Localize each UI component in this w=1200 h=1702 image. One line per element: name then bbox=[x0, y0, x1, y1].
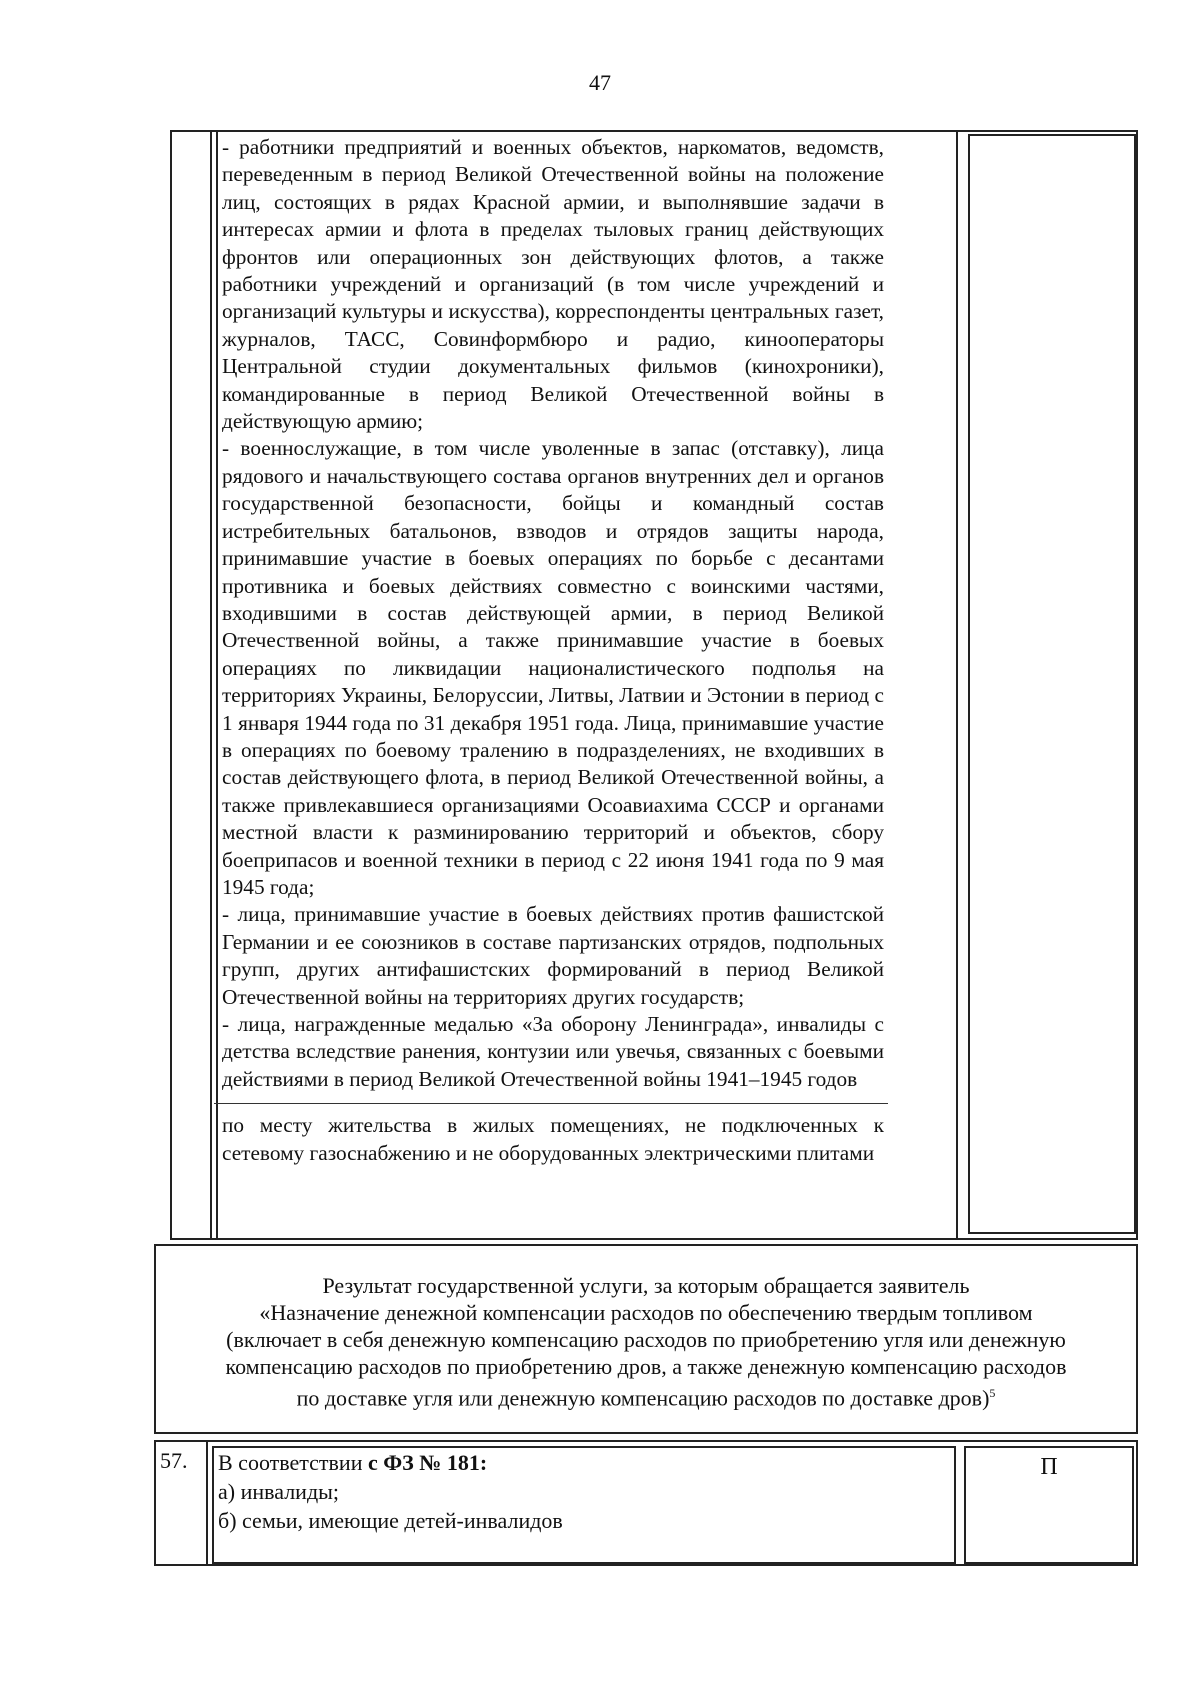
paragraph-servicemen: - военнослужащие, в том числе уволенные в запас (отставку), лица рядового и начальствующего состава органов внутренних дел и органов государственной безопасности, бойцы и командный состав истребительных батальонов, взводов и отрядов защиты народа, принимавшие участие в боевых операциях по борьбе с десантами противника и боевых действиях совместно с воинскими частями, входившими в состав действующей армии, в период Великой Отечественной войны, а также принимавшие участие в боевых операциях по ликвидации националистического подполья на территориях Украины, Белоруссии, Литвы, Латвии и Эстонии в период с 1 января 1944 года по 31 декабря 1951 года. Лица, принимавшие участие в операциях по боевому тралению в подразделениях, не входивших в состав действующего флота, в период Великой Отечественной войны, а также привлекавшиеся организациями Осоавиахима СССР и органами местной власти к разминированию территорий и объектов, сбору боеприпасов и военной техники в период с 22 июня 1941 года по 9 мая 1945 года; bbox=[222, 436, 884, 899]
result-line-2: «Назначение денежной компенсации расходов по обеспечению твердым топливом bbox=[259, 1300, 1033, 1325]
row-57-item-a: а) инвалиды; bbox=[218, 1479, 340, 1504]
result-line-5-text: по доставке угля или денежную компенсацию расходов по доставке дров) bbox=[296, 1385, 990, 1411]
result-line-3: (включает в себя денежную компенсацию расходов по приобретению угля или денежную bbox=[226, 1327, 1066, 1352]
paragraph-leningrad-medal: - лица, награжденные медалью «За оборону Ленинграда», инвалиды с детства вследствие ранения, контузии или увечья, связанных с боевыми действиями в период Великой Отечественной войны 1941–1945 годов bbox=[222, 1012, 884, 1091]
intro-text: В соответствии bbox=[218, 1450, 368, 1475]
eligibility-text bbox=[222, 134, 884, 1167]
row-57-item-b: б) семьи, имеющие детей-инвалидов bbox=[218, 1508, 563, 1533]
law-reference: с ФЗ № 181: bbox=[367, 1450, 488, 1475]
paragraph-partisans: - лица, принимавшие участие в боевых действиях против фашистской Германии и ее союзников в составе партизанских отрядов, подпольных групп, других антифашистских формирований в период Великой Отечественной войны на территориях других государств; bbox=[222, 902, 884, 1009]
row-57-intro bbox=[218, 1448, 563, 1477]
inner-divider bbox=[214, 1103, 888, 1104]
page-number: 47 bbox=[589, 70, 611, 95]
result-line-4: компенсацию расходов по приобретению дров, а также денежную компенсацию расходов bbox=[225, 1354, 1067, 1379]
row-number: 57. bbox=[160, 1448, 188, 1473]
type-column bbox=[968, 134, 1136, 1234]
row-57-content bbox=[218, 1448, 563, 1535]
row-57-type: П bbox=[1040, 1454, 1058, 1480]
footnote-marker: 5 bbox=[989, 1386, 996, 1400]
result-line-1: Результат государственной услуги, за которым обращается заявитель bbox=[322, 1273, 970, 1298]
service-result-text bbox=[154, 1272, 1138, 1411]
number-column bbox=[172, 132, 212, 1238]
row-57-table bbox=[154, 1440, 1138, 1566]
result-line-5 bbox=[154, 1380, 1138, 1411]
paragraph-workers: - работники предприятий и военных объектов, наркоматов, ведомств, переведенным в период Великой Отечественной войны на положение лиц, состоящих в рядах Красной армии, и выполнявшие задачи в интересах армии и флота в пределах тыловых границ действующих фронтов или операционных зон действующих флотов, а также работники учреждений и организаций (в том числе учреждений и организаций культуры и искусства), корреспонденты центральных газет, журналов, ТАСС, Совинформбюро и радио, кинооператоры Центральной студии документальных фильмов (кинохроники), командированные в период Великой Отечественной войны в действующую армию; bbox=[222, 135, 884, 434]
paragraph-residence-condition: по месту жительства в жилых помещениях, не подключенных к сетевому газоснабжению и не оборудованных электрическими плитами bbox=[222, 1113, 884, 1165]
